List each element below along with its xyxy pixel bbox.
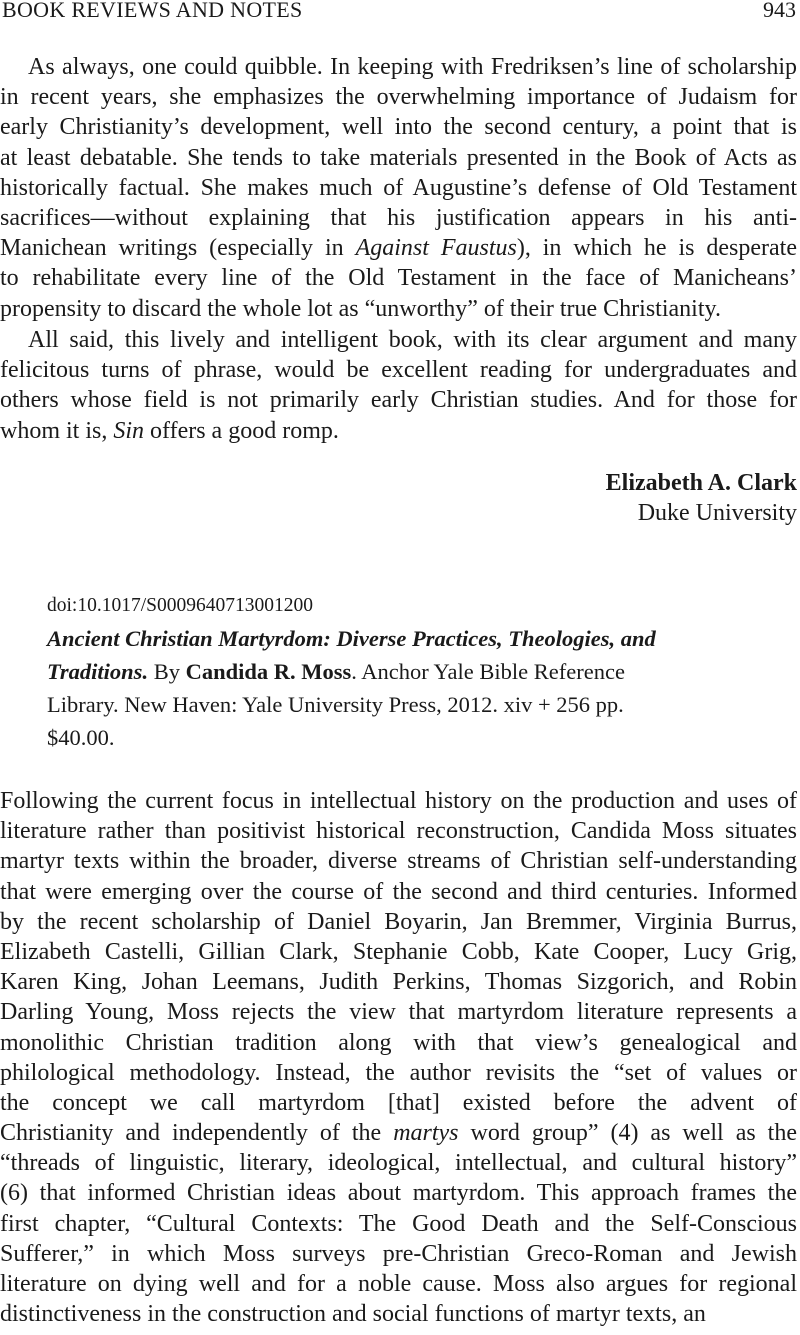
- text-line: first chapter, “Cultural Contexts: The Good Death and the Self-Conscious: [0, 1210, 797, 1237]
- text-line: in recent years, she emphasizes the overwhelming importance of Judaism for: [0, 84, 797, 111]
- text-line: historically factual. She makes much of Augustine’s defense of Old Testament: [0, 174, 797, 201]
- text-line: distinctiveness in the construction and social functions of martyr texts, an: [0, 1301, 706, 1328]
- doi: doi:10.1017/S0009640713001200: [47, 595, 313, 616]
- text-segment: ), in which he is desperate: [516, 235, 797, 262]
- text-line: felicitous turns of phrase, would be excellent reading for undergraduates and: [0, 357, 797, 384]
- text-segment: offers a good romp.: [144, 417, 339, 444]
- text-line: Following the current focus in intellectual history on the production and uses of: [0, 788, 797, 814]
- text-line: As always, one could quibble. In keeping with Fredriksen’s line of scholarship: [28, 54, 797, 80]
- citation-line-3: Library. New Haven: Yale University Press, 2012. xiv + 256 pp.: [47, 692, 624, 717]
- text-line: Karen King, Johan Leemans, Judith Perkins, Thomas Sizgorich, and Robin: [0, 969, 797, 996]
- text-line: the concept we call martyrdom [that] existed before the advent of: [0, 1089, 797, 1116]
- by-label: By: [148, 659, 186, 684]
- review2-body: [0, 786, 797, 1329]
- text-line: [0, 416, 797, 446]
- citation-line-4: $40.00.: [47, 725, 115, 750]
- text-line: propensity to discard the whole lot as “unworthy” of their true Christianity.: [0, 295, 721, 322]
- text-segment: Christianity and independently of the: [0, 1120, 394, 1147]
- book-series: . Anchor Yale Bible Reference: [351, 659, 625, 684]
- text-line: Elizabeth Castelli, Gillian Clark, Stephanie Cobb, Kate Cooper, Lucy Grig,: [0, 938, 797, 965]
- running-header: [0, 0, 800, 28]
- book-title: Ancient Christian Martyrdom: Diverse Practices, Theologies, and: [47, 626, 656, 651]
- text-line: that were emerging over the course of the second and third centuries. Informed: [0, 878, 797, 905]
- review1-paragraph-1: [0, 52, 797, 324]
- italic-text: Against Faustus: [355, 235, 517, 262]
- text-line: sacrifices—without explaining that his justification appears in his anti-: [0, 204, 797, 231]
- italic-text: Sin: [113, 417, 145, 444]
- review1-paragraph-2: [0, 325, 797, 446]
- book-title-cont: Traditions.: [47, 659, 149, 684]
- text-line: early Christianity’s development, well into the second century, a point that is: [0, 114, 797, 141]
- text-segment: word group” (4) as well as the: [458, 1120, 797, 1147]
- text-line: others whose field is not primarily early Christian studies. And for those for: [0, 387, 797, 414]
- text-line: by the recent scholarship of Daniel Boyarin, Jan Bremmer, Virginia Burrus,: [0, 908, 797, 935]
- text-line: [0, 233, 797, 263]
- text-line: literature on dying well and for a noble cause. Moss also argues for regional: [0, 1271, 797, 1297]
- text-line: (6) that informed Christian ideas about martyrdom. This approach frames the: [0, 1180, 797, 1207]
- text-line: literature rather than positivist historical reconstruction, Candida Moss situates: [0, 818, 797, 845]
- running-title: BOOK REVIEWS AND NOTES: [2, 0, 303, 22]
- text-line: philological methodology. Instead, the author revisits the “set of values or: [0, 1059, 797, 1086]
- italic-text: martys: [393, 1120, 459, 1147]
- text-line: Sufferer,” in which Moss surveys pre-Christian Greco-Roman and Jewish: [0, 1240, 797, 1267]
- text-line: at least debatable. She tends to take materials presented in the Book of Acts as: [0, 144, 797, 171]
- text-line: martyr texts within the broader, diverse streams of Christian self-understanding: [0, 848, 797, 875]
- text-segment: whom it is,: [0, 417, 114, 444]
- text-line: All said, this lively and intelligent book, with its clear argument and many: [28, 327, 797, 353]
- text-line: “threads of linguistic, literary, ideological, intellectual, and cultural history”: [0, 1150, 797, 1177]
- reviewer-name: Elizabeth A. Clark: [605, 470, 797, 496]
- text-line: monolithic Christian tradition along with that view’s genealogical and: [0, 1029, 797, 1056]
- page-number: 943: [763, 0, 796, 22]
- reviewer-affiliation: Duke University: [637, 500, 797, 526]
- citation-line-1: [47, 622, 747, 655]
- citation-line-2: [47, 655, 747, 688]
- book-author: Candida R. Moss: [185, 659, 352, 684]
- book-citation: [47, 622, 747, 754]
- text-segment: Manichean writings (especially in: [0, 235, 356, 262]
- text-line: Darling Young, Moss rejects the view that martyrdom literature represents a: [0, 999, 797, 1026]
- text-line: to rehabilitate every line of the Old Testament in the face of Manicheans’: [0, 265, 797, 292]
- text-line: [0, 1118, 797, 1148]
